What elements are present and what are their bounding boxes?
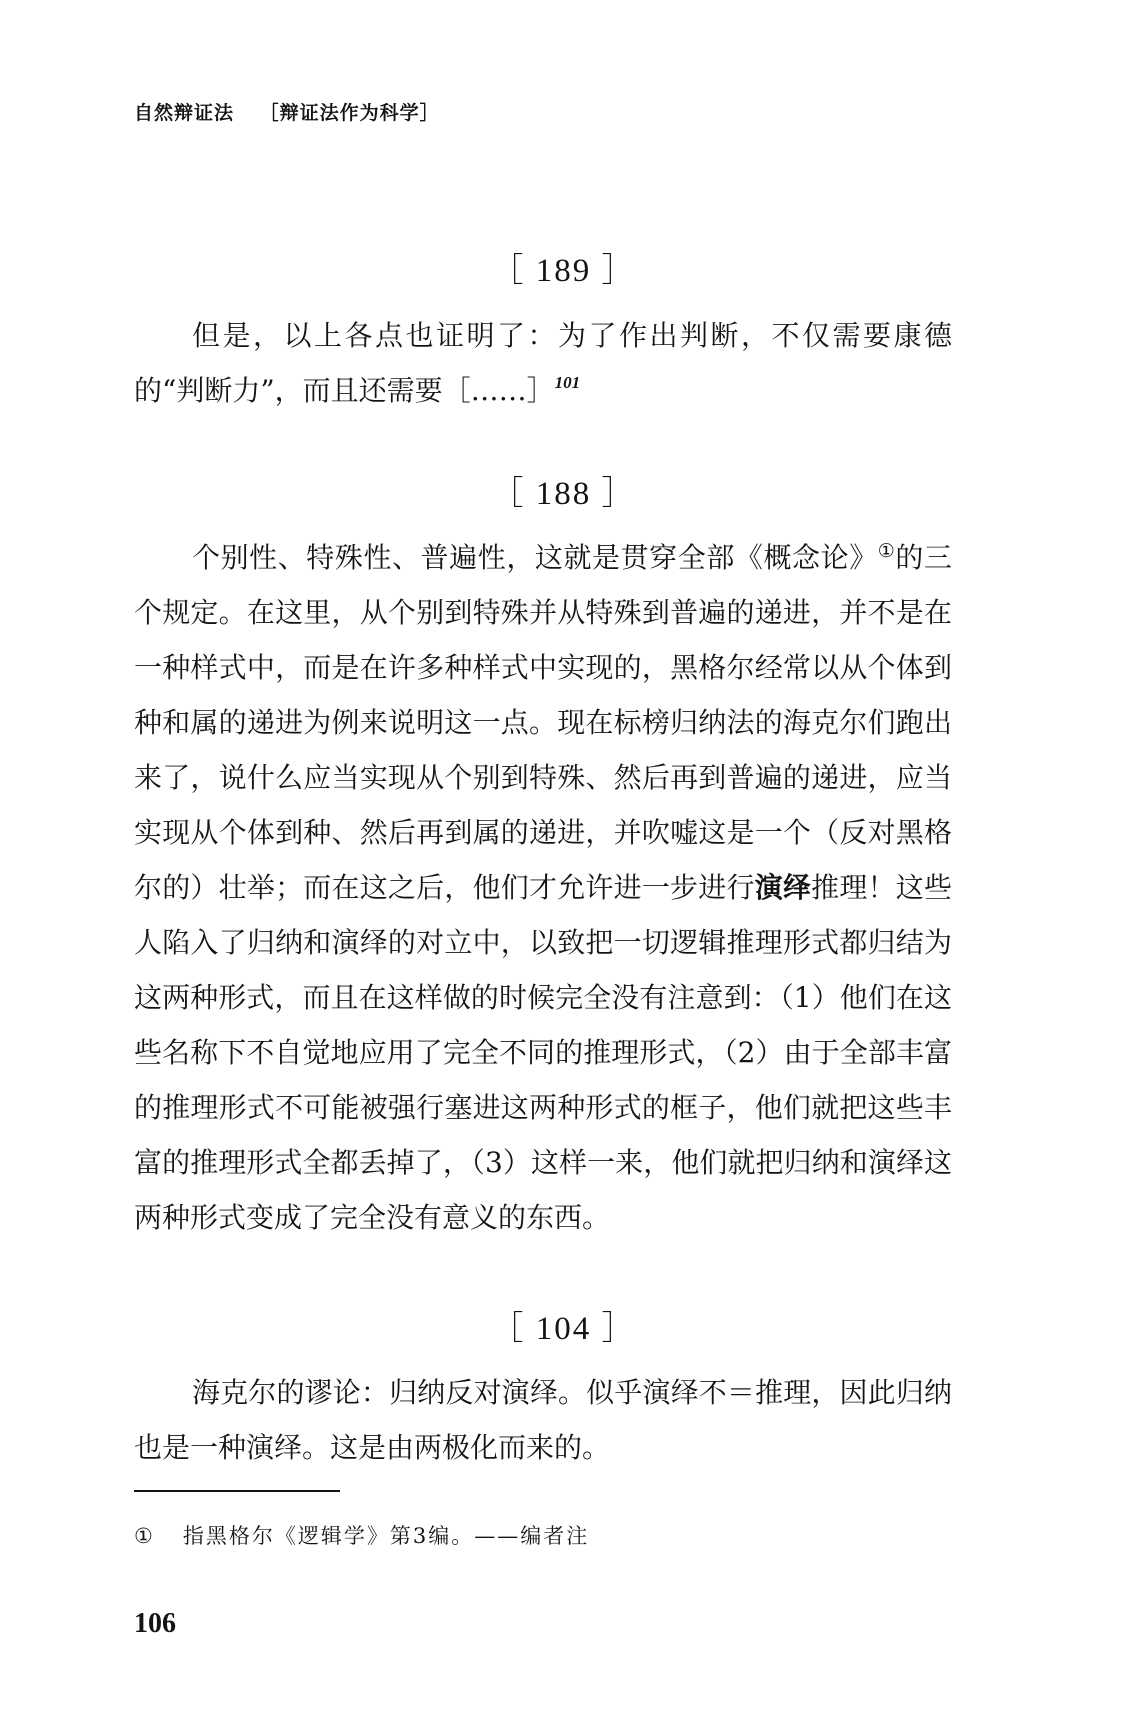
section-number-104: ［ 104 ］ <box>490 1311 637 1347</box>
paragraph-104: 海克尔的谬论：归纳反对演绎。似乎演绎不＝推理，因此归纳也是一种演绎。这是由两极化而来的。 <box>134 1376 952 1464</box>
bold-term: 演绎 <box>754 871 812 904</box>
paragraph-189-text: 但是，以上各点也证明了：为了作出判断，不仅需要康德的“判断力”，而且还需要［……］ <box>134 319 952 407</box>
section-number-189: ［ 189 ］ <box>490 253 637 289</box>
book-title: 自然辩证法 <box>134 102 235 124</box>
footnote <box>134 1520 589 1550</box>
running-head <box>134 98 440 125</box>
paragraph-188-text-1: 个别性、特殊性、普遍性，这就是贯穿全部《概念论》 <box>192 541 878 574</box>
paragraph-188-text-3: 推理！这些人陷入了归纳和演绎的对立中，以致把一切逻辑推理形式都归结为这两种形式，而且在这样做的时候完全没有注意到：（1）他们在这些名称下不自觉地应用了完全不同的推理形式，（2）由于全部丰富的推理形式不可能被强行塞进这两种形式的框子，他们就把这些丰富的推理形式全都丢掉了，（3）这样一来，他们就把归纳和演绎这两种形式变成了完全没有意义的东西。 <box>134 871 952 1234</box>
note-number-101: 101 <box>554 373 581 392</box>
section-number-188: ［ 188 ］ <box>490 476 637 512</box>
footnote-text: 指黑格尔《逻辑学》第3编。——编者注 <box>182 1524 590 1548</box>
footnote-ref: ① <box>877 540 896 562</box>
footnote-divider <box>134 1490 340 1492</box>
chapter-title: ［辩证法作为科学］ <box>259 102 440 124</box>
paragraph-188-text-2: 的三个规定。在这里，从个别到特殊并从特殊到普遍的递进，并不是在一种样式中，而是在许多种样式中实现的，黑格尔经常以从个体到种和属的递进为例来说明这一点。现在标榜归纳法的海克尔们跑出来了，说什么应当实现从个别到特殊、然后再到普遍的递进，应当实现从个体到种、然后再到属的递进，并吹嘘这是一个（反对黑格尔的）壮举；而在这之后，他们才允许进一步进行 <box>134 541 952 904</box>
paragraph-188 <box>134 530 952 1245</box>
page-number: 106 <box>134 1608 176 1639</box>
paragraph-189 <box>134 308 952 418</box>
footnote-marker: ① <box>134 1524 155 1548</box>
